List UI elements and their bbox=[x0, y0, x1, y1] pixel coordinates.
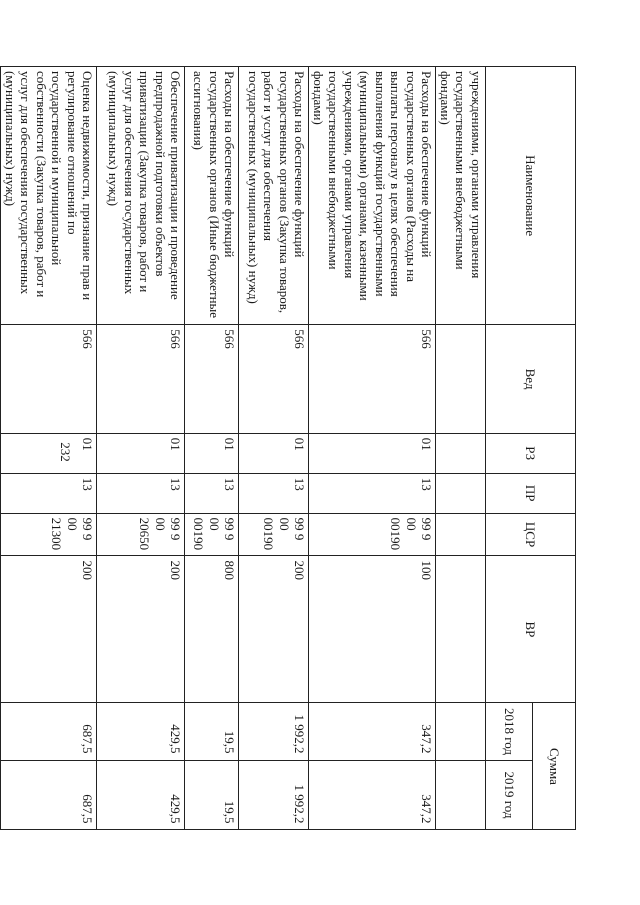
row-name: Оценка недвижимости, признание прав и регулирование отношений по государственной и муниципальной собственности (Закупка товаров, работ и услуг для обеспечения государственных (муниципальных) нужд) bbox=[1, 67, 97, 325]
page-number: 232 bbox=[58, 442, 73, 462]
header-csr: ЦСР bbox=[486, 513, 576, 556]
row-csr: 99 9 00 00190 bbox=[185, 513, 239, 556]
row-csr: 99 9 00 00190 bbox=[239, 513, 309, 556]
table-row bbox=[1, 67, 97, 899]
row-pr: 13 bbox=[239, 473, 309, 513]
row-ved: 566 bbox=[309, 325, 436, 433]
header-ved: Вед bbox=[486, 325, 576, 433]
empty-cell bbox=[436, 703, 486, 760]
row-name: Расходы на обеспечение функций государственных органов (Расходы на выплаты персоналу в целях обеспечения выполнения функций государственными (муниципальными) органами, казенными учреждениями, органами управления государственными внебюджетными фондами) bbox=[309, 67, 436, 325]
row-rz: 01 bbox=[185, 433, 239, 473]
header-sum: Сумма bbox=[533, 703, 576, 830]
table-row bbox=[97, 67, 185, 899]
row-csr: 99 9 00 20650 bbox=[97, 513, 185, 556]
row-name: Расходы на обеспечение функций государственных органов (Закупка товаров, работ и услуг для обеспечения государственных (муниципальных) нужд) bbox=[239, 67, 309, 325]
empty-cell bbox=[436, 760, 486, 830]
row-vr: 100 bbox=[309, 556, 436, 703]
row-rz: 01 bbox=[97, 433, 185, 473]
header-2019: 2019 год bbox=[486, 760, 533, 830]
row-2018: 347,2 bbox=[309, 703, 436, 760]
header-rz: РЗ bbox=[486, 433, 576, 473]
row-ved: 566 bbox=[97, 325, 185, 433]
header-name: Наименование bbox=[486, 67, 576, 325]
continuation-text: учреждениями, органами управления государственными внебюджетными фондами) bbox=[436, 67, 486, 325]
row-2019: 19,5 bbox=[185, 760, 239, 830]
row-2019: 429,5 bbox=[97, 760, 185, 830]
empty-cell bbox=[436, 513, 486, 556]
row-rz: 01 bbox=[239, 433, 309, 473]
row-pr: 13 bbox=[309, 473, 436, 513]
row-2018: 1 992,2 bbox=[239, 703, 309, 760]
empty-cell bbox=[436, 433, 486, 473]
row-rz: 01 bbox=[1, 433, 97, 473]
header-2018: 2018 год bbox=[486, 703, 533, 760]
continuation-row bbox=[436, 67, 486, 899]
budget-table bbox=[1, 66, 577, 899]
table-row bbox=[309, 67, 436, 899]
header-row-1 bbox=[533, 67, 576, 899]
row-2018: 687,5 bbox=[1, 703, 97, 760]
table-row bbox=[185, 67, 239, 899]
empty-cell bbox=[436, 473, 486, 513]
row-2019: 1 992,2 bbox=[239, 760, 309, 830]
row-csr: 99 9 00 00190 bbox=[309, 513, 436, 556]
row-2019: 687,5 bbox=[1, 760, 97, 830]
header-pr: ПР bbox=[486, 473, 576, 513]
row-ved: 566 bbox=[185, 325, 239, 433]
row-name: Расходы на обеспечение функций государственных органов (Иные бюджетные ассигнования) bbox=[185, 67, 239, 325]
row-vr: 200 bbox=[97, 556, 185, 703]
row-2018: 429,5 bbox=[97, 703, 185, 760]
row-ved: 566 bbox=[239, 325, 309, 433]
empty-cell bbox=[436, 325, 486, 433]
row-csr: 99 9 00 21300 bbox=[1, 513, 97, 556]
table-row bbox=[239, 67, 309, 899]
row-pr: 13 bbox=[97, 473, 185, 513]
row-rz: 01 bbox=[309, 433, 436, 473]
row-pr: 13 bbox=[1, 473, 97, 513]
row-ved: 566 bbox=[1, 325, 97, 433]
row-pr: 13 bbox=[185, 473, 239, 513]
row-vr: 800 bbox=[185, 556, 239, 703]
row-name: Обеспечение приватизации и проведение предпродажной подготовки объектов приватизации (Закупка товаров, работ и услуг для обеспечения государственных (муниципальных) нужд) bbox=[97, 67, 185, 325]
row-vr: 200 bbox=[239, 556, 309, 703]
row-2018: 19,5 bbox=[185, 703, 239, 760]
header-vr: ВР bbox=[486, 556, 576, 703]
row-vr: 200 bbox=[1, 556, 97, 703]
empty-cell bbox=[436, 556, 486, 703]
row-2019: 347,2 bbox=[309, 760, 436, 830]
